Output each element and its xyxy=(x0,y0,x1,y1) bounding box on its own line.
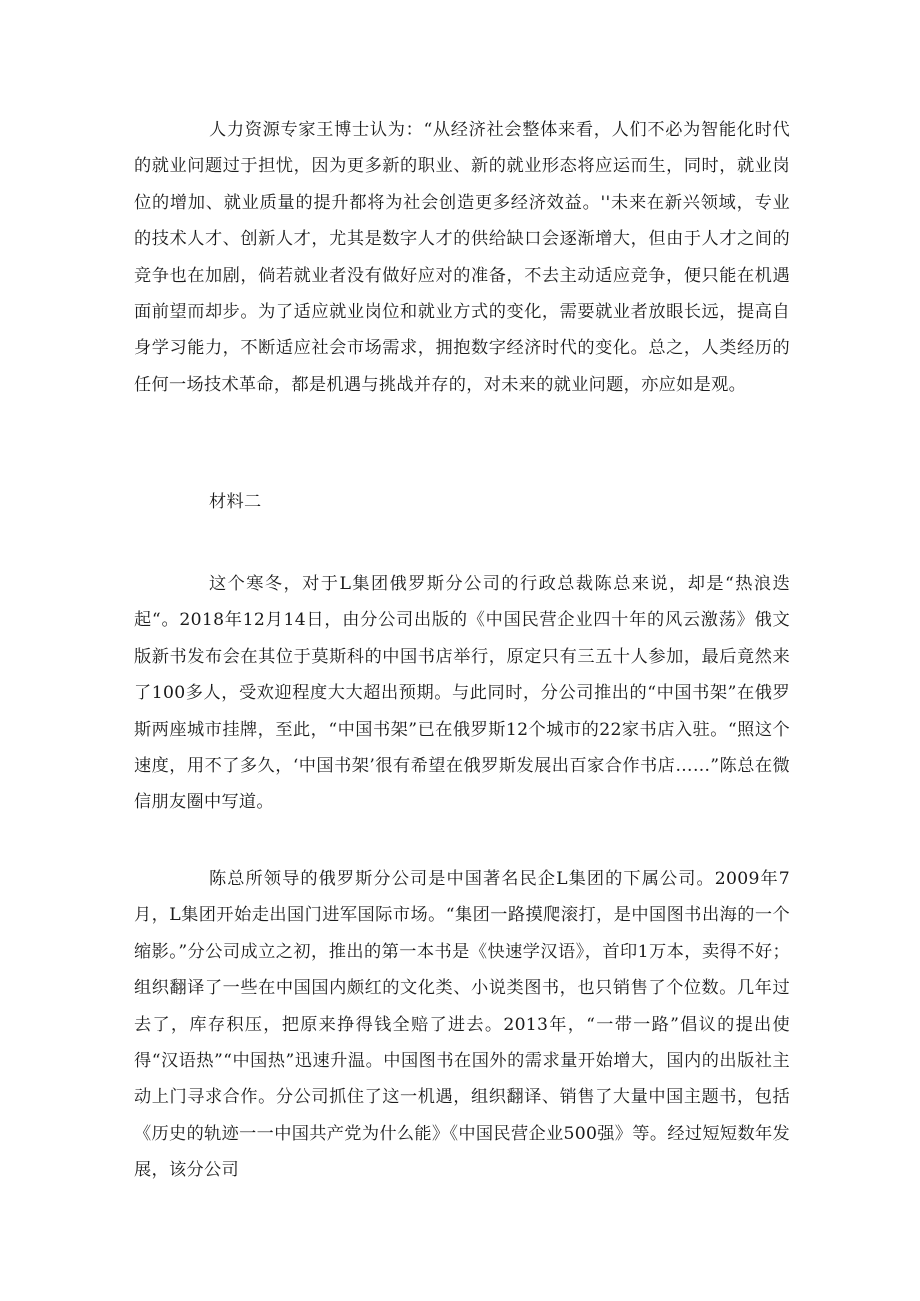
paragraph-russia-branch-book-launch: 这个寒冬，对于L集团俄罗斯分公司的行政总裁陈总来说，却是“热浪迭起“。2018年12月14日，由分公司出版的《中国民营企业四十年的风云激荡》俄文版新书发布会在其位于莫斯科的中国书店举行，原定只有三五十人参加，最后竟然来了100多人，受欢迎程度大大超出预期。与此同时，分公司推出的“中国书架”在俄罗斯两座城市挂牌，至此，“中国书架”已在俄罗斯12个城市的22家书店入驻。“照这个速度，用不了多久，‘中国书架’很有希望在俄罗斯发展出百家合作书店……”陈总在微信朋友圈中写道。 xyxy=(134,574,790,813)
paragraph-russia-branch-history: 陈总所领导的俄罗斯分公司是中国著名民企L集团的下属公司。2009年7月，L集团开始走出国门进军国际市场。“集团一路摸爬滚打，是中国图书出海的一个缩影。”分公司成立之初，推出的第一本书是《快速学汉语》，首印1万本，卖得不好；组织翻译了一些在中国国内颇红的文化类、小说类图书，也只销售了个位数。几年过去了，库存积压，把原来挣得钱全赔了进去。2013年，“一带一路”倡议的提出使得“汉语热”“中国热”迅速升温。中国图书在国外的需求量开始增大，国内的出版社主动上门寻求合作。分公司抓住了这一机遇，组织翻译、销售了大量中国主题书，包括《历史的轨迹一一中国共产党为什么能》《中国民营企业500强》等。经过短短数年发展，该分公司 xyxy=(134,869,790,1181)
section-heading-material-two: 材料二 xyxy=(209,492,262,512)
paragraph-hr-expert-opinion: 人力资源专家王博士认为：“从经济社会整体来看，人们不必为智能化时代的就业问题过于担忧，因为更多新的职业、新的就业形态将应运而生，同时，就业岗位的增加、就业质量的提升都将为社会创造更多经济效益。''未来在新兴领域，专业的技术人才、创新人才，尤其是数字人才的供给缺口会逐渐增大，但由于人才之间的竞争也在加剧，倘若就业者没有做好应对的准备，不去主动适应竞争，便只能在机遇面前望而却步。为了适应就业岗位和就业方式的变化，需要就业者放眼长远，提高自身学习能力，不断适应社会市场需求，拥抱数字经济时代的变化。总之，人类经历的任何一场技术革命，都是机遇与挑战并存的，对未来的就业问题，亦应如是观。 xyxy=(134,120,790,395)
